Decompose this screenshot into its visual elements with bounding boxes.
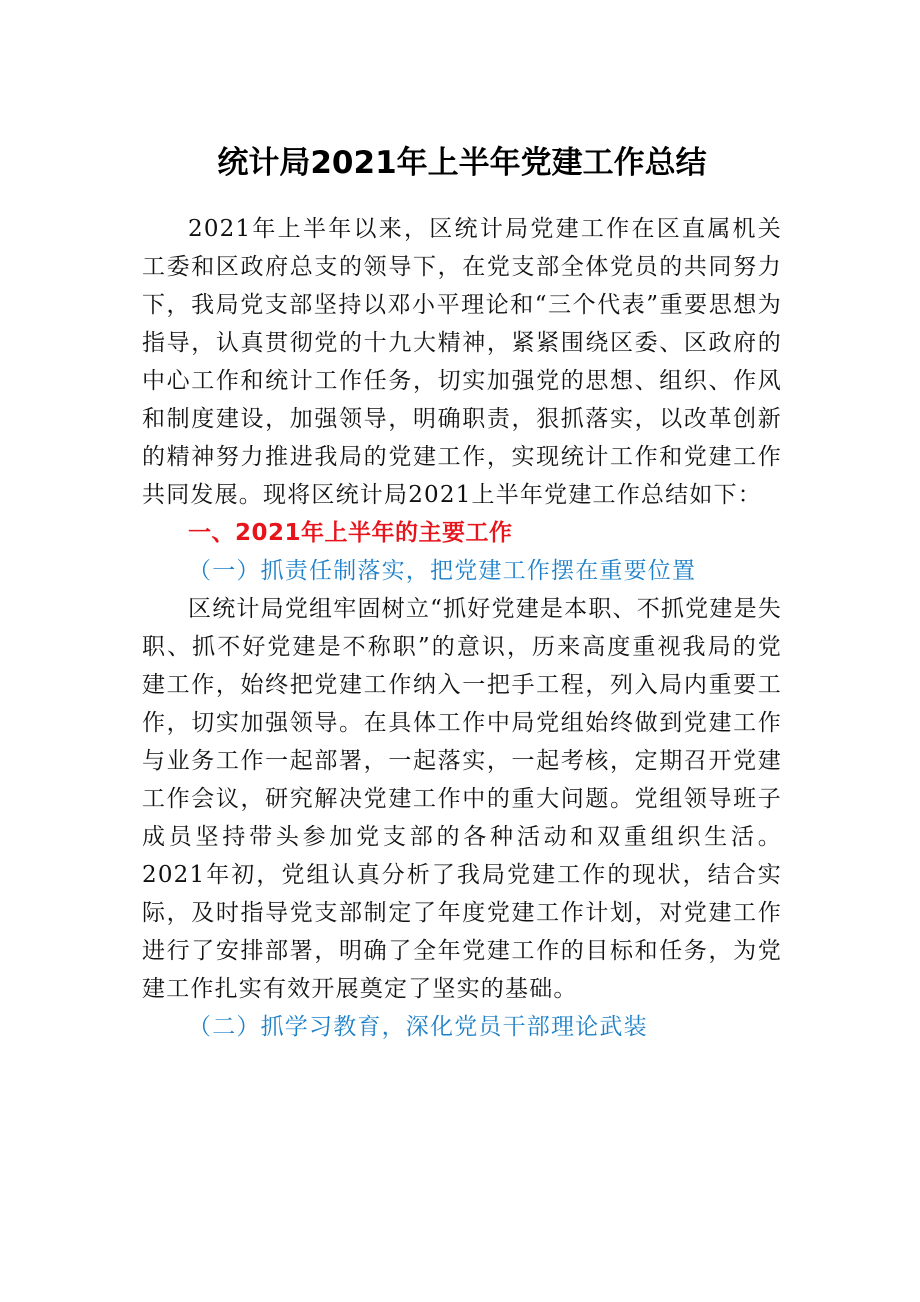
document-content (142, 140, 782, 1046)
intro-paragraph: 2021年上半年以来，区统计局党建工作在区直属机关工委和区政府总支的领导下，在党支部全体党员的共同努力下，我局党支部坚持以邓小平理论和“三个代表”重要思想为指导，认真贯彻党的十九大精神，紧紧围绕区委、区政府的中心工作和统计工作任务，切实加强党的思想、组织、作风和制度建设，加强领导，明确职责，狠抓落实，以改革创新的精神努力推进我局的党建工作，实现统计工作和党建工作共同发展。现将区统计局2021上半年党建工作总结如下： (142, 216, 782, 508)
document-title: 统计局2021年上半年党建工作总结 (217, 145, 707, 181)
section-heading-1: 一、2021年上半年的主要工作 (188, 520, 513, 546)
subsection-1-paragraph: 区统计局党组牢固树立“抓好党建是本职、不抓党建是失职、抓不好党建是不称职”的意识，历来高度重视我局的党建工作，始终把党建工作纳入一把手工程，列入局内重要工作，切实加强领导。在具体工作中局党组始终做到党建工作与业务工作一起部署，一起落实，一起考核，定期召开党建工作会议，研究解决党建工作中的重大问题。党组领导班子成员坚持带头参加党支部的各种活动和双重组织生活。2021年初，党组认真分析了我局党建工作的现状，结合实际，及时指导党支部制定了年度党建工作计划，对党建工作进行了安排部署，明确了全年党建工作的目标和任务，为党建工作扎实有效开展奠定了坚实的基础。 (142, 596, 782, 1002)
subsection-heading-1: （一）抓责任制落实，把党建工作摆在重要位置 (188, 558, 697, 584)
subsection-heading-2: （二）抓学习教育，深化党员干部理论武装 (188, 1014, 648, 1040)
